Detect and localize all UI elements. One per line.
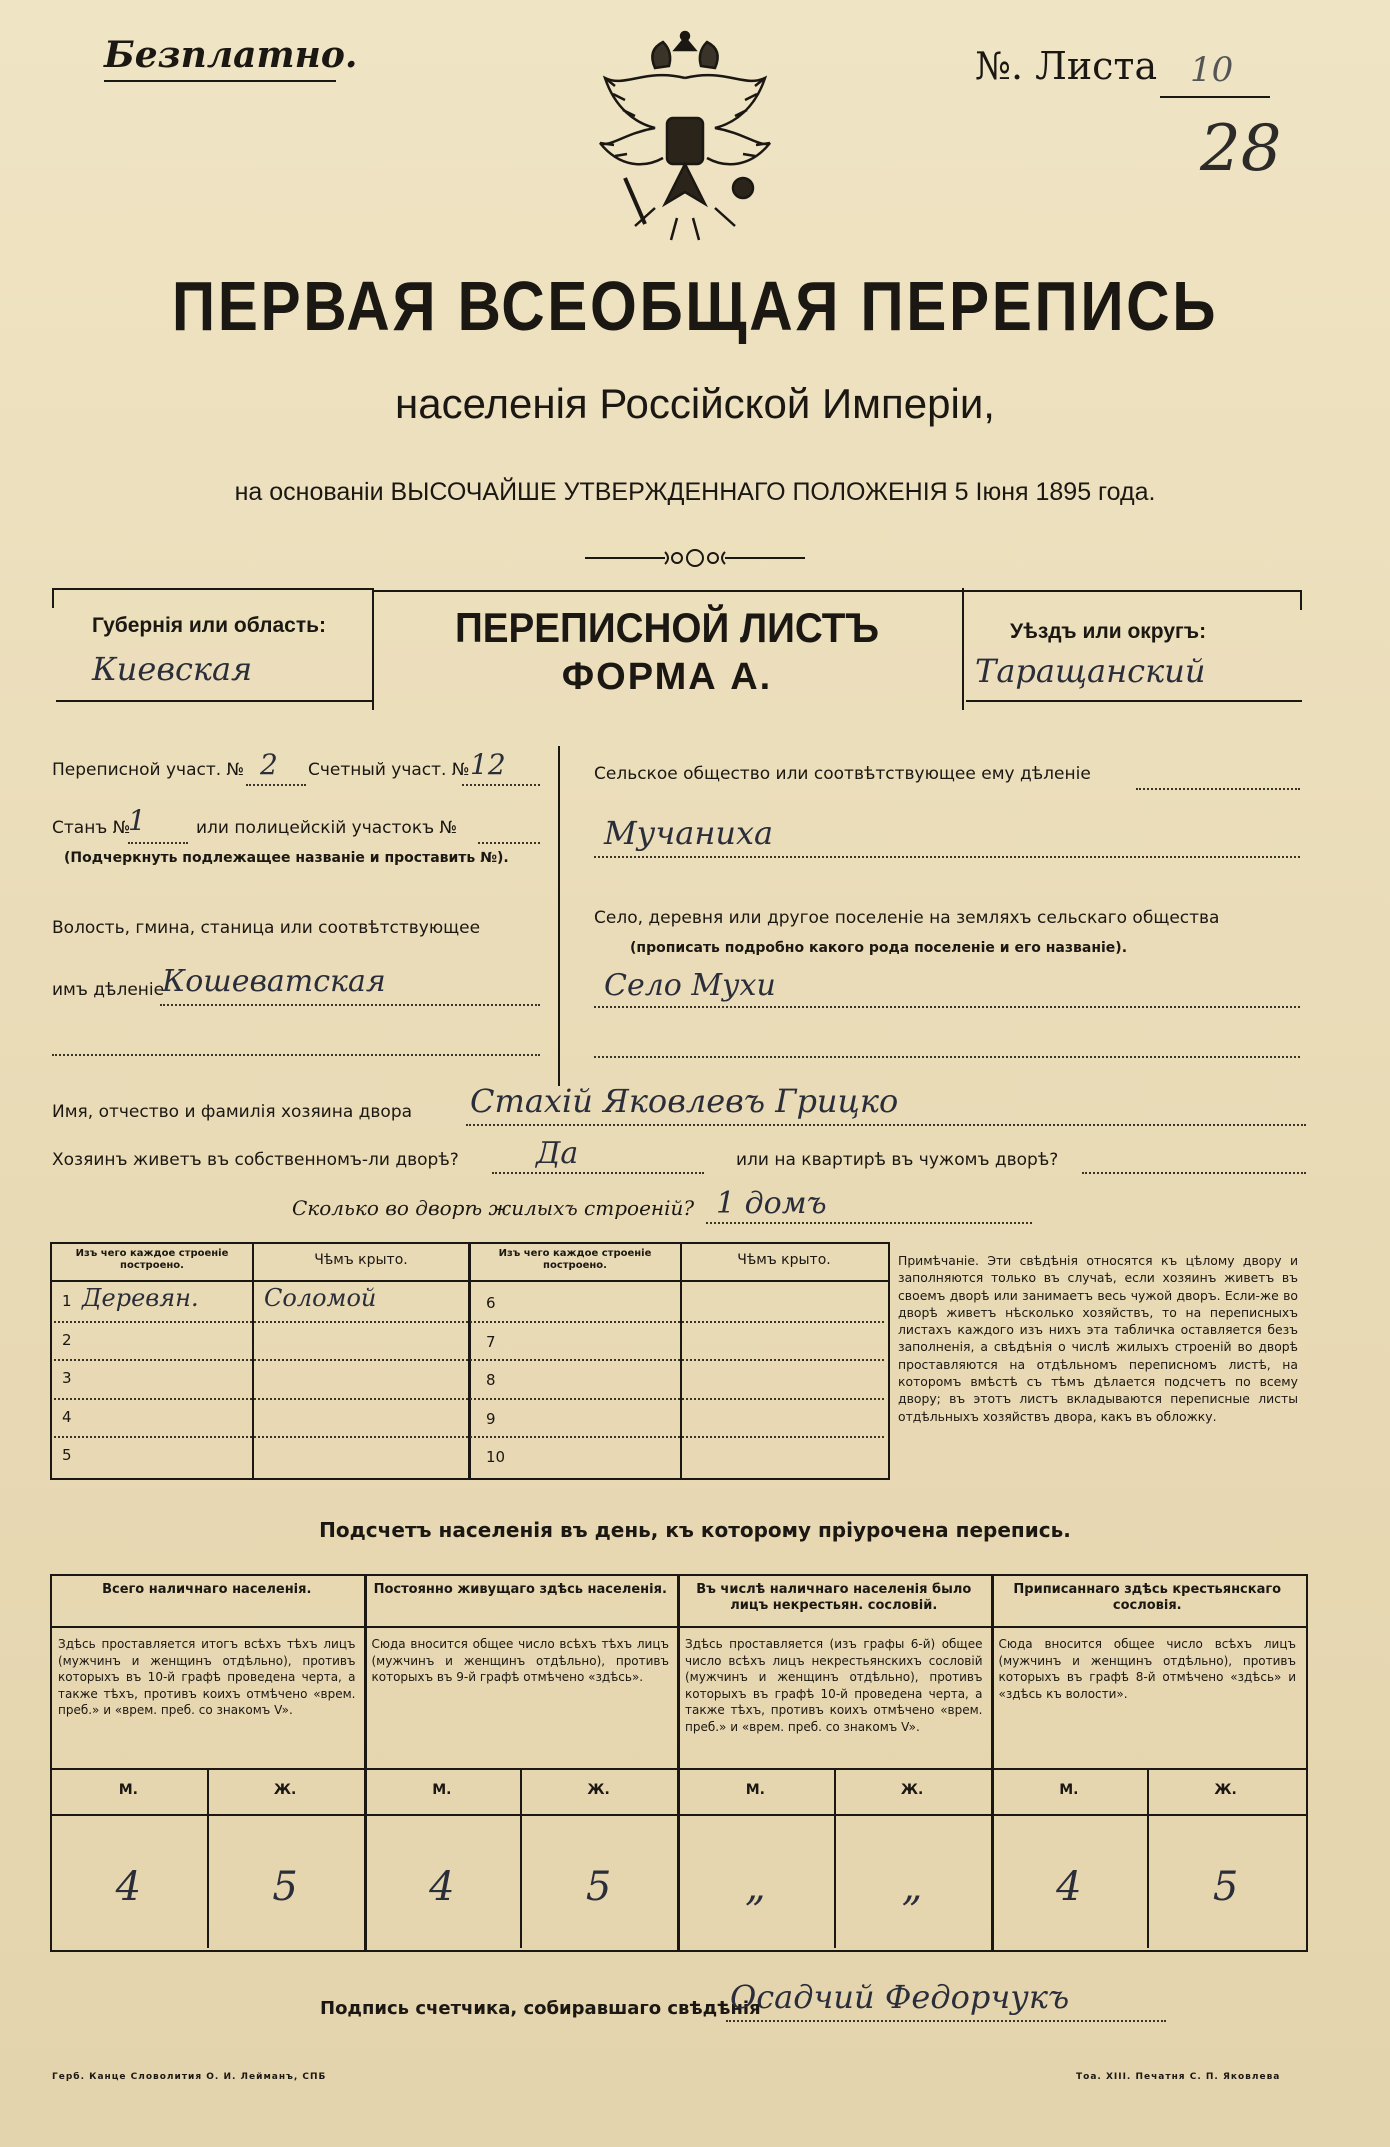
own-yard-label: Хозяинъ живетъ въ собственномъ-ли дворѣ? — [52, 1150, 459, 1170]
census-subtitle: населенія Россійской Имперіи, — [395, 380, 995, 427]
police-dots — [478, 842, 540, 844]
footer-left: Герб. Канце Словолития О. И. Лейманъ, СПБ — [52, 2072, 327, 2082]
buildings-row-number: 2 — [62, 1330, 72, 1349]
owner-name-label: Имя, отчество и фамилія хозяина двора — [52, 1102, 413, 1122]
volost-value: Кошеватская — [162, 964, 386, 999]
society-label: Сельское общество или соотвѣтствующее ему дѣленіе — [594, 764, 1091, 784]
population-f-value: 5 — [585, 1864, 612, 1910]
society-dots-2 — [594, 856, 1300, 858]
population-m-value: 4 — [1056, 1864, 1082, 1910]
population-f-value: „ — [901, 1864, 923, 1910]
buildings-row-number: 5 — [62, 1446, 72, 1464]
buildings-row-rule — [54, 1398, 884, 1400]
stan-dots — [128, 842, 188, 844]
population-m-value: „ — [745, 1864, 766, 1910]
village-dots-2 — [594, 1056, 1300, 1058]
population-f-label: Ж. — [1214, 1782, 1237, 1798]
buildings-row-number-right: 7 — [486, 1332, 496, 1351]
village-label: Село, деревня или другое поселеніе на земляхъ сельскаго общества — [594, 908, 1220, 928]
population-f-value: 5 — [1212, 1864, 1239, 1910]
population-m-value: 4 — [115, 1864, 142, 1910]
sheet-number-label: №. Листа — [975, 44, 1158, 88]
buildings-dots — [706, 1222, 1032, 1224]
schetny-value: 12 — [470, 748, 506, 781]
sheet-number-handwritten: 28 — [1200, 112, 1282, 186]
form-header-left-tick — [52, 588, 54, 608]
signature-value: Осадчий Федорчукъ — [730, 1978, 1070, 2016]
buildings-row-number-right: 10 — [486, 1448, 506, 1466]
gubernia-label: Губернія или область: — [92, 614, 327, 637]
form-title: ПЕРЕПИСНОЙ ЛИСТЪ — [454, 604, 880, 651]
buildings-row-roof: Соломой — [264, 1284, 377, 1312]
population-m-label: М. — [118, 1782, 138, 1798]
population-m-label: М. — [1059, 1782, 1079, 1798]
gubernia-value: Киевская — [92, 650, 253, 688]
form-header-right-box — [962, 588, 964, 710]
ornament-divider-icon — [585, 546, 805, 570]
census-main-title: ПЕРВАЯ ВСЕОБЩАЯ ПЕРЕПИСЬ — [171, 267, 1219, 345]
society-dots — [1136, 788, 1300, 790]
rent-label: или на квартирѣ въ чужомъ дворѣ? — [736, 1150, 1059, 1170]
buildings-row-number-right: 6 — [486, 1294, 496, 1312]
census-basis: на основаніи ВЫСОЧАЙШЕ УТВЕРЖДЕННАГО ПОЛОЖЕНІЯ 5 Іюня 1895 года. — [234, 478, 1156, 506]
buildings-row-number: 4 — [62, 1407, 72, 1426]
signature-label: Подпись счетчика, собиравшаго свѣдѣнія — [320, 1998, 761, 2019]
form-header-top-left-rule — [52, 588, 372, 590]
own-yard-value: Да — [536, 1136, 579, 1171]
schetny-label: Счетный участ. № — [308, 760, 470, 780]
buildings-row-number: 1 — [62, 1292, 72, 1310]
buildings-row-rule — [54, 1436, 884, 1438]
gubernia-underline — [56, 700, 372, 702]
buildings-row-rule — [54, 1359, 884, 1361]
stan-value: 1 — [128, 804, 146, 837]
uchast-dots — [246, 784, 306, 786]
schetny-dots — [462, 784, 540, 786]
uezd-underline — [966, 700, 1302, 702]
buildings-row-number-right: 9 — [486, 1409, 496, 1428]
population-col-desc: Здѣсь проставляется итогъ всѣхъ тѣхъ лицъ (мужчинъ и женщинъ отдѣльно), противъ которыхъ въ 10-й графѣ проведена черта, а также тѣхъ, противъ коихъ отмѣчено «врем. преб.» и «врем. преб. со знакомъ V». — [58, 1637, 356, 1717]
table-note: Примѣчаніе. Эти свѣдѣнія относятся къ цѣлому двору и заполняются только въ случаѣ, если хозяинъ живетъ въ своемъ дворѣ или занимаетъ весь чужой дворъ. Если-же во дворѣ живетъ нѣсколько хозяйствъ, то на переписныхъ листахъ каждого изъ нихъ эта табличка оставляется безъ заполненія, а свѣдѣнія о числѣ жилыхъ строеній во дворѣ проставляются на отдѣльномъ переписномъ листѣ, на которомъ вмѣстѣ съ тѣмъ дѣлается подсчетъ по всему двору; въ этотъ листъ вкладываются переписные листы отдѣльныхъ хозяйствъ двора, какъ въ обложку. — [898, 1253, 1298, 1424]
volost-dots-2 — [52, 1054, 540, 1056]
double-headed-eagle-icon — [585, 28, 785, 248]
buildings-row-number-right: 8 — [486, 1371, 496, 1389]
signature-dots — [726, 2020, 1166, 2022]
population-col-desc: Сюда вносится общее число всѣхъ лицъ (мужчинъ и женщинъ отдѣльно), противъ которыхъ въ графѣ 8-й отмѣчено «здѣсь» и «здѣсь къ волости». — [998, 1637, 1296, 1701]
uchast-label: Переписной участ. № — [52, 760, 245, 780]
buildings-row-built: Деревян. — [82, 1284, 199, 1312]
buildings-col-roof-left: Чѣмъ крыто. — [314, 1252, 408, 1268]
village-dots — [594, 1006, 1300, 1008]
form-header-center-top-rule — [372, 590, 962, 592]
population-col-title: Постоянно живущаго здѣсь населенія. — [373, 1582, 667, 1597]
volost-label: Волость, гмина, станица или соотвѣтствующее — [52, 918, 481, 938]
population-col-desc: Здѣсь проставляется (изъ графы 6-й) общее число всѣхъ лицъ некрестьянскихъ сословій (мужчинъ и женщинъ отдѣльно), противъ которыхъ въ графѣ 10-й проведена черта, а также тѣхъ, противъ коихъ отмѣчено «врем. преб.» и «врем. преб. со знакомъ V». — [685, 1637, 983, 1734]
volost-label-2: имъ дѣленіе — [52, 980, 165, 1000]
free-underline — [104, 80, 336, 82]
uezd-label: Уѣздъ или округъ: — [1010, 620, 1207, 643]
population-f-value: 5 — [272, 1864, 298, 1910]
sheet-number-underline — [1160, 96, 1270, 98]
rent-dots — [1082, 1172, 1306, 1174]
population-col-desc: Сюда вносится общее число всѣхъ тѣхъ лицъ (мужчинъ и женщинъ отдѣльно), противъ которыхъ въ 9-й графѣ отмѣчено «здѣсь». — [371, 1637, 669, 1684]
free-label: Безплатно. — [104, 34, 358, 76]
buildings-row-number: 3 — [62, 1369, 72, 1387]
owner-name-dots — [466, 1124, 1306, 1126]
village-note: (прописать подробно какого рода поселеніе и его названіе). — [630, 940, 1128, 956]
form-header-top-right-rule — [962, 590, 1302, 592]
population-f-label: Ж. — [587, 1782, 610, 1798]
form-header-right-tick — [1300, 590, 1302, 610]
population-m-value: 4 — [429, 1864, 455, 1910]
sheet-number-value: 10 — [1190, 50, 1234, 90]
uezd-value: Таращанский — [975, 652, 1206, 690]
population-col-title: Въ числѣ наличнаго населенія было лицъ некрестьян. сословій. — [696, 1582, 972, 1613]
population-col-title: Всего наличнаго населенія. — [102, 1582, 312, 1597]
population-col-title: Приписаннаго здѣсь крестьянскаго сословія. — [1013, 1582, 1282, 1613]
population-m-label: М. — [745, 1782, 765, 1798]
own-yard-dots — [492, 1172, 704, 1174]
police-note: (Подчеркнуть подлежащее названіе и проставить №). — [64, 850, 509, 866]
stan-label: Станъ № — [52, 818, 131, 838]
population-f-label: Ж. — [273, 1782, 297, 1798]
society-value: Мучаниха — [604, 814, 774, 852]
population-m-label: М. — [432, 1782, 452, 1798]
footer-right: Тоа. XIII. Печатня С. П. Яковлева — [1076, 2072, 1281, 2082]
buildings-col-built-right: Изъ чего каждое строеніе построено. — [498, 1248, 652, 1271]
buildings-row-rule — [54, 1321, 884, 1323]
population-heading: Подсчетъ населенія въ день, къ которому пріурочена перепись. — [319, 1518, 1071, 1542]
owner-name-value: Стахій Яковлевъ Грицко — [470, 1082, 899, 1120]
buildings-label: Сколько во дворѣ жилыхъ строеній? — [292, 1196, 695, 1220]
village-value: Село Мухи — [604, 968, 776, 1003]
uchast-value: 2 — [260, 748, 278, 781]
buildings-value: 1 домъ — [716, 1186, 827, 1221]
location-block-divider — [558, 746, 560, 1086]
buildings-col-built-left: Изъ чего каждое строеніе построено. — [75, 1248, 229, 1271]
volost-dots — [160, 1004, 540, 1006]
buildings-col-roof-right: Чѣмъ крыто. — [737, 1252, 831, 1268]
police-label: или полицейскій участокъ № — [196, 818, 458, 838]
population-f-label: Ж. — [900, 1782, 924, 1798]
form-name: ФОРМА А. — [561, 656, 773, 698]
